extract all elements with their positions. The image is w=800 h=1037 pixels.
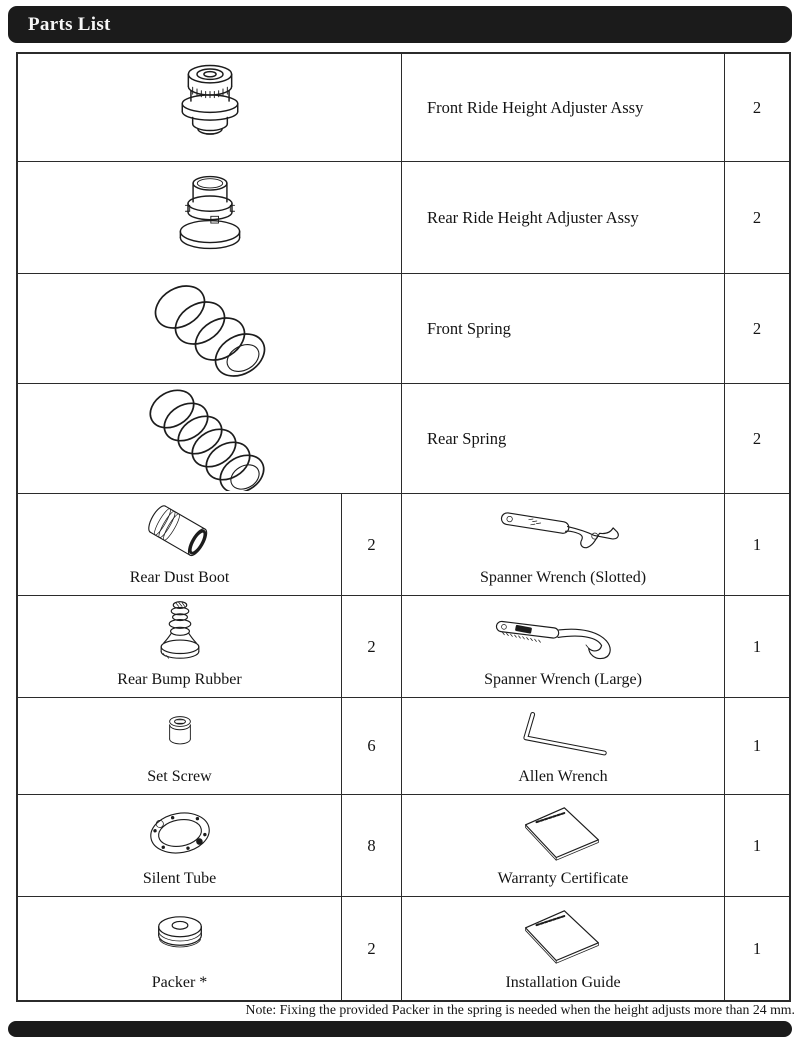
table-row	[18, 274, 789, 384]
part-qty: 2	[725, 54, 789, 162]
silent-tube-icon	[115, 797, 245, 869]
table-row	[18, 596, 789, 698]
parts-table	[16, 52, 791, 1002]
part-name: Spanner Wrench (Large)	[484, 671, 642, 689]
part-cell	[402, 494, 725, 596]
part-cell	[18, 897, 342, 1000]
part-name: Silent Tube	[142, 870, 217, 888]
part-name: Set Screw	[147, 768, 212, 786]
front-spring-icon	[130, 279, 290, 379]
table-row	[18, 384, 789, 494]
part-name: Rear Ride Height Adjuster Assy	[402, 162, 725, 274]
spanner-wrench-slotted-icon	[456, 498, 671, 566]
part-name: Rear Dust Boot	[129, 569, 230, 587]
part-name: Spanner Wrench (Slotted)	[479, 569, 647, 587]
installation-guide-icon	[488, 902, 638, 970]
part-qty: 1	[725, 795, 789, 897]
part-qty: 1	[725, 698, 789, 795]
part-image-cell	[18, 384, 402, 494]
page-title: Parts List	[28, 13, 111, 35]
part-cell	[18, 698, 342, 795]
part-qty: 1	[725, 494, 789, 596]
part-name: Rear Spring	[402, 384, 725, 494]
part-cell	[402, 795, 725, 897]
rear-spring-icon	[130, 387, 290, 491]
part-name: Installation Guide	[505, 974, 621, 992]
part-qty: 2	[725, 274, 789, 384]
part-qty: 2	[725, 384, 789, 494]
packer-icon	[125, 904, 235, 968]
table-row	[18, 162, 789, 274]
part-name: Warranty Certificate	[497, 870, 629, 888]
table-row	[18, 54, 789, 162]
part-qty: 6	[342, 698, 402, 795]
part-name: Packer *	[151, 974, 208, 992]
part-name: Allen Wrench	[518, 768, 608, 786]
table-row	[18, 795, 789, 897]
part-image-cell	[18, 274, 402, 384]
part-name: Front Ride Height Adjuster Assy	[402, 54, 725, 162]
warranty-certificate-icon	[488, 799, 638, 867]
part-cell	[18, 795, 342, 897]
rear-dust-boot-icon	[110, 496, 250, 568]
part-cell	[402, 897, 725, 1000]
part-qty: 1	[725, 596, 789, 698]
part-qty: 2	[342, 596, 402, 698]
table-row	[18, 897, 789, 1000]
part-cell	[18, 596, 342, 698]
rear-bump-rubber-icon	[125, 597, 235, 671]
part-cell	[18, 494, 342, 596]
part-cell	[402, 596, 725, 698]
part-image-cell	[18, 162, 402, 274]
next-section-bar	[8, 1021, 792, 1037]
set-screw-icon	[135, 703, 225, 763]
part-qty: 8	[342, 795, 402, 897]
part-qty: 2	[342, 897, 402, 1000]
section-header-bar	[8, 6, 792, 43]
allen-wrench-icon	[473, 702, 653, 764]
part-qty: 2	[342, 494, 402, 596]
part-image-cell	[18, 54, 402, 162]
part-name: Front Spring	[402, 274, 725, 384]
part-cell	[402, 698, 725, 795]
spanner-wrench-large-icon	[456, 600, 671, 668]
footnote: Note: Fixing the provided Packer in the spring is needed when the height adjusts more than 24 mm.	[245, 1002, 795, 1017]
part-name: Rear Bump Rubber	[117, 671, 242, 689]
part-qty: 1	[752, 938, 762, 958]
table-row	[18, 698, 789, 795]
table-row	[18, 494, 789, 596]
rear-ride-height-adjuster-icon	[155, 167, 265, 269]
front-ride-height-adjuster-icon	[158, 59, 262, 157]
part-qty: 2	[725, 162, 789, 274]
